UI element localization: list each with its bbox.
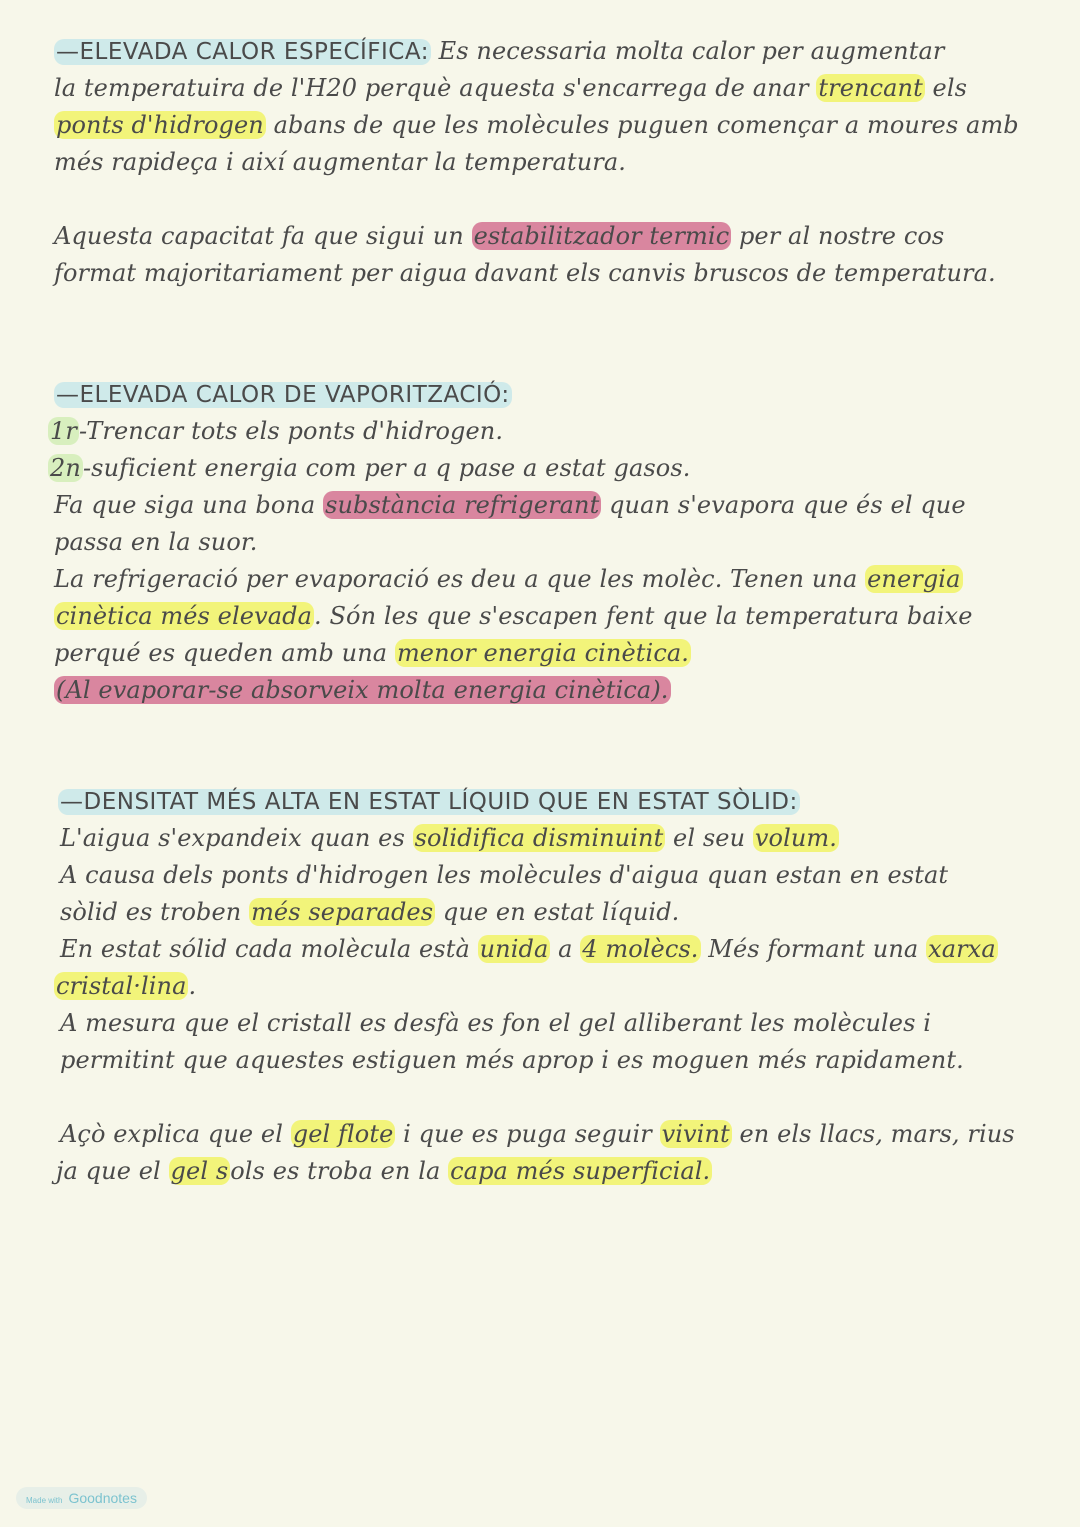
text: permitint que aquestes estiguen més aprop i es moguen més rapidament. [60, 1046, 964, 1074]
highlight-yellow: cristal·lina [56, 972, 187, 1000]
highlight-yellow: volum. [754, 824, 838, 852]
text: -Trencar tots els ponts d'hidrogen. [78, 417, 504, 445]
text: i que es puga seguir [395, 1120, 660, 1148]
text: format majoritariament per aigua davant els canvis bruscos de temperatura. [54, 259, 996, 287]
section-1-line-2 [54, 108, 1019, 142]
section-1-line-0 [54, 34, 944, 69]
text: que en estat líquid. [435, 898, 680, 926]
section-1-line-1 [54, 71, 967, 105]
section-2-line-2 [54, 488, 966, 522]
text: En estat sólid cada molècula està [60, 935, 478, 963]
highlight-yellow: vivint [661, 1120, 730, 1148]
text: els [924, 74, 968, 102]
section-2-line-6 [54, 636, 691, 670]
section-1-line-5 [54, 256, 996, 290]
section-3-line-2 [60, 895, 679, 929]
text: abans de que les molècules puguen començar a moures amb [265, 111, 1019, 139]
text: L'aigua s'expandeix quan es [60, 824, 413, 852]
text: la temperatuira de l'H20 perquè aquesta s'encarrega de anar [54, 74, 817, 102]
section-3-line-7 [60, 1117, 1015, 1151]
section-3-line-5 [60, 1006, 931, 1040]
text: el seu [665, 824, 753, 852]
goodnotes-badge [16, 1487, 147, 1509]
text: Fa que siga una bona [54, 491, 324, 519]
text: -suficient energia com per a q pase a estat gasos. [82, 454, 691, 482]
text: Més formant una [700, 935, 927, 963]
goodnotes-logo-text: Goodnotes [68, 1490, 137, 1506]
text: A causa dels ponts d'hidrogen les molècules d'aigua quan estan en estat [60, 861, 949, 889]
highlight-yellow: gel s [170, 1157, 229, 1185]
text: Açò explica que el [60, 1120, 291, 1148]
highlight-yellow: xarxa [928, 935, 996, 963]
text: . [188, 972, 197, 1000]
section-2-line-1 [48, 451, 691, 485]
section-2-line-5 [54, 599, 973, 633]
highlight-yellow: energia [867, 565, 961, 593]
highlight-yellow: unida [479, 935, 549, 963]
section-3-line-8 [56, 1154, 712, 1188]
text: en els llacs, mars, rius [731, 1120, 1015, 1148]
highlight-pink: estabilitzador termic [473, 222, 730, 250]
highlight-yellow: trencant [818, 74, 923, 102]
text: ols es troba en la [230, 1157, 449, 1185]
section-2-heading-line [54, 377, 512, 412]
highlight-green: 1r [50, 417, 77, 445]
text: ja que el [56, 1157, 169, 1185]
section-3-line-3 [60, 932, 998, 966]
section-3-line-0 [60, 821, 839, 855]
text: passa en la suor. [54, 528, 258, 556]
section-1-line-4 [54, 219, 944, 253]
section-3-line-1 [60, 858, 948, 892]
highlight-yellow: gel flote [292, 1120, 394, 1148]
section-1-line-3 [54, 145, 626, 179]
text: Es necessaria molta calor per augmentar [430, 37, 945, 65]
section-2-line-3 [54, 525, 258, 559]
highlight-pink: substància refrigerant [325, 491, 600, 519]
text: sòlid es troben [60, 898, 250, 926]
section-heading-density: —DENSITAT MÉS ALTA EN ESTAT LÍQUID QUE EN ESTAT SÒLID: [60, 789, 798, 815]
highlight-yellow: menor energia cinètica. [396, 639, 689, 667]
text: Aquesta capacitat fa que sigui un [54, 222, 472, 250]
section-2-line-0 [48, 414, 503, 448]
highlight-yellow: 4 molècs. [582, 935, 699, 963]
section-3-line-4 [54, 969, 196, 1003]
highlight-yellow: capa més superficial. [450, 1157, 711, 1185]
highlight-pink: (Al evaporar-se absorveix molta energia cinètica). [56, 676, 669, 704]
text: més rapideça i així augmentar la temperatura. [54, 148, 626, 176]
section-heading-vaporization: —ELEVADA CALOR DE VAPORITZACIÓ: [56, 382, 510, 408]
text: a [550, 935, 581, 963]
section-3-heading-line [58, 784, 800, 819]
text: La refrigeració per evaporació es deu a que les molèc. Tenen una [54, 565, 866, 593]
section-2-line-7 [54, 673, 671, 707]
highlight-green: 2n [50, 454, 81, 482]
highlight-yellow: ponts d'hidrogen [56, 111, 264, 139]
highlight-yellow: cinètica més elevada [56, 602, 313, 630]
highlight-yellow: solidifica disminuint [414, 824, 664, 852]
section-3-line-6 [60, 1043, 964, 1077]
highlight-yellow: més separades [251, 898, 434, 926]
section-heading-specific-heat: —ELEVADA CALOR ESPECÍFICA: [56, 39, 429, 65]
text: quan s'evapora que és el que [601, 491, 966, 519]
text: A mesura que el cristall es desfà es fon el gel alliberant les molècules i [60, 1009, 932, 1037]
text: perqué es queden amb una [54, 639, 395, 667]
text: . Són les que s'escapen fent que la temperatura baixe [314, 602, 973, 630]
section-2-line-4 [54, 562, 963, 596]
text: per al nostre cos [731, 222, 945, 250]
made-with-label: Made with [26, 1496, 63, 1505]
